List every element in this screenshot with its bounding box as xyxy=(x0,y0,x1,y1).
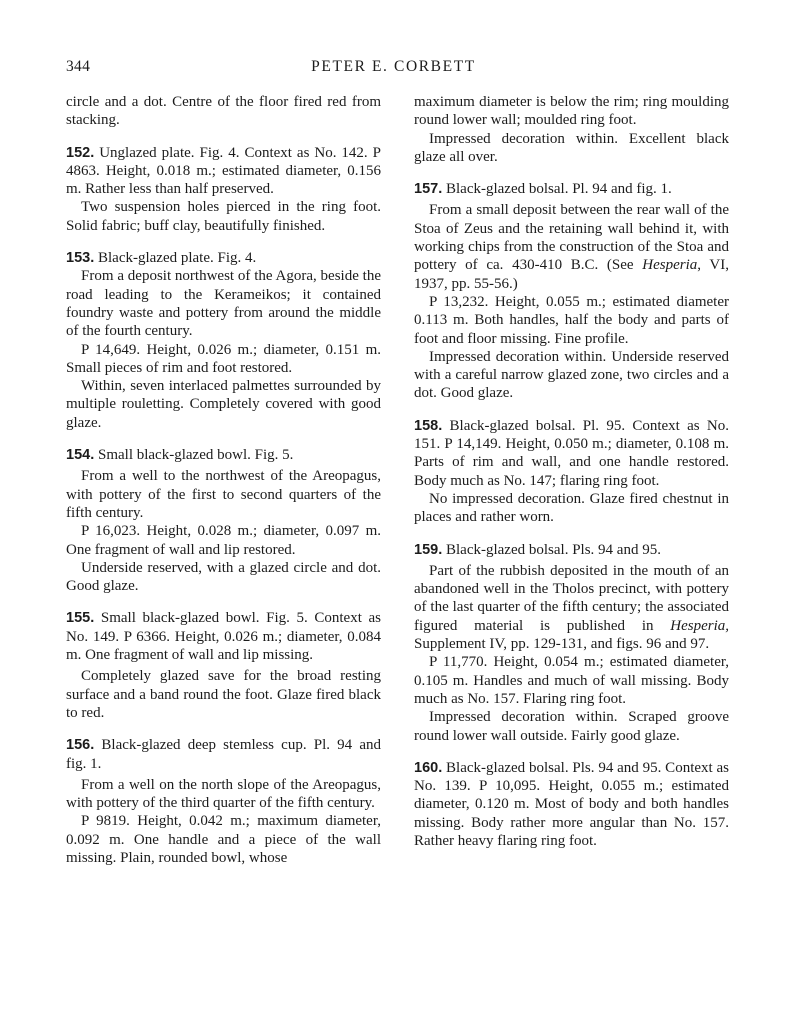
catalogue-entry-160 xyxy=(414,759,729,850)
entry-paragraph: From a well on the north slope of the Areopagus, with pottery of the third quarter of the fifth century. xyxy=(66,776,381,812)
catalogue-entry-158 xyxy=(414,417,729,527)
entry-paragraph: P 9819. Height, 0.042 m.; maximum diameter, 0.092 m. One handle and a piece of the wall missing. Plain, rounded bowl, whose xyxy=(66,813,381,866)
entry-head-text: Small black-glazed bowl. Fig. 5. xyxy=(94,447,294,464)
entry-number: 153. xyxy=(66,250,95,267)
entry-paragraph: Within, seven interlaced palmettes surrounded by multiple rouletting. Completely covered with good glaze. xyxy=(66,378,381,431)
entry-paragraph: From a deposit northwest of the Agora, beside the road leading to the Kerameikos; it contained foundry waste and pottery from around the middle of the fourth century. xyxy=(66,268,381,340)
entry-head-text: Black-glazed bolsal. Pl. 94 and fig. 1. xyxy=(442,181,672,198)
entry-head-text: Unglazed plate. Fig. 4. Context as No. 142. P 4863. Height, 0.018 m.; estimated diameter, 0.156 m. Rather less than half preserved. xyxy=(66,144,381,198)
entry-paragraph: P 16,023. Height, 0.028 m.; diameter, 0.097 m. One fragment of wall and lip restored. xyxy=(66,523,381,558)
entry-head-text: Small black-glazed bowl. Fig. 5. Context as No. 149. P 6366. Height, 0.026 m.; diameter, 0.084 m. One fragment of wall and lip missing. xyxy=(66,610,381,664)
catalogue-entry-156 xyxy=(66,736,381,867)
catalogue-entry-157 xyxy=(414,180,729,403)
entry-head-text: Black-glazed bolsal. Pls. 94 and 95. Context as No. 139. P 10,095. Height, 0.055 m.; estimated diameter, 0.120 m. Most of body and both handles missing. Body rather more angular than No. 157. Rather heavy flaring ring foot. xyxy=(414,759,729,849)
left-column xyxy=(66,93,381,867)
entry-heading xyxy=(414,759,729,850)
entry-number: 158. xyxy=(414,417,443,434)
entry-heading xyxy=(414,541,729,559)
entry-paragraph: Two suspension holes pierced in the ring foot. Solid fabric; buff clay, beautifully finished. xyxy=(66,199,381,234)
entry-paragraph: From a well to the northwest of the Areopagus, with pottery of the first to second quarters of the fifth century. xyxy=(66,468,381,521)
entry-head-text: Black-glazed plate. Fig. 4. xyxy=(94,250,257,267)
running-header xyxy=(0,58,787,80)
entry-heading xyxy=(66,144,381,199)
entry-number: 160. xyxy=(414,759,443,776)
page-number: 344 xyxy=(66,58,91,75)
catalogue-entry-152 xyxy=(66,144,381,235)
catalogue-entry-155 xyxy=(66,609,381,722)
entry-head-text: Black-glazed bolsal. Pl. 95. Context as No. 151. P 14,149. Height, 0.050 m.; diameter, 0.108 m. Parts of rim and wall, and one handle restored. Body much as No. 147; flaring ring foot. xyxy=(414,417,729,489)
continuation-text: maximum diameter is below the rim; ring moulding round lower wall; moulded ring foot. xyxy=(414,94,729,129)
entry-paragraph: Completely glazed save for the broad resting surface and a band round the foot. Glaze fired black to red. xyxy=(66,668,381,721)
entry-paragraph: Impressed decoration within. Scraped groove round lower wall outside. Fairly good glaze. xyxy=(414,709,729,744)
entry-number: 159. xyxy=(414,541,443,558)
entry-text: , VI, 1937, pp. 55-56.) xyxy=(414,257,729,292)
right-column xyxy=(414,93,729,850)
continuation-text: circle and a dot. Centre of the floor fired red from stacking. xyxy=(66,94,381,129)
entry-paragraph xyxy=(414,201,729,292)
entry-text: Supplement IV, pp. 129-131, and figs. 96 and 97. xyxy=(414,636,710,653)
entry-text: Part of the rubbish deposited in the mouth of an abandoned well in the Tholos precinct, with pottery of the last quarter of the fifth century; the associated figured material is published in xyxy=(414,562,729,634)
entry-paragraph: P 11,770. Height, 0.054 m.; estimated diameter, 0.105 m. Handles and much of wall missing. Body much as No. 157. Flaring ring foot. xyxy=(414,654,729,707)
entry-head-text: Black-glazed deep stemless cup. Pl. 94 and fig. 1. xyxy=(66,737,381,772)
entry-text: From a small deposit between the rear wall of the Stoa of Zeus and the retaining wall behind it, with working chips from the construction of the Stoa and pottery of ca. 430-410 B.C. (See xyxy=(414,202,729,274)
entry-paragraph: Underside reserved, with a glazed circle and dot. Good glaze. xyxy=(66,559,381,595)
entry-number: 154. xyxy=(66,447,95,464)
entry-number: 152. xyxy=(66,144,95,161)
entry-number: 157. xyxy=(414,181,443,198)
journal-title: Hesperia xyxy=(642,257,698,274)
entry-paragraph: Impressed decoration within. Underside reserved with a careful narrow glazed zone, two circles and a dot. Good glaze. xyxy=(414,348,729,402)
catalogue-entry-159 xyxy=(414,541,729,745)
entry-heading xyxy=(414,180,729,198)
entry-paragraph: P 14,649. Height, 0.026 m.; diameter, 0.151 m. Small pieces of rim and foot restored. xyxy=(66,341,381,376)
catalogue-entry-153 xyxy=(66,249,381,432)
entry-heading xyxy=(414,417,729,490)
author-heading: PETER E. CORBETT xyxy=(311,58,476,75)
entry-heading xyxy=(66,249,381,267)
entry-number: 155. xyxy=(66,610,95,627)
entry-paragraph: No impressed decoration. Glaze fired chestnut in places and rather worn. xyxy=(414,490,729,526)
entry-paragraph: P 13,232. Height, 0.055 m.; estimated diameter 0.113 m. Both handles, half the body and parts of foot and floor missing. Fine profile. xyxy=(414,293,729,347)
entry-heading xyxy=(66,609,381,664)
entry-paragraph xyxy=(414,562,729,653)
journal-title: Hesperia, xyxy=(670,617,729,634)
entry-head-text: Black-glazed bolsal. Pls. 94 and 95. xyxy=(442,541,661,558)
entry-number: 156. xyxy=(66,737,95,754)
continuation-text-2: Impressed decoration within. Excellent black glaze all over. xyxy=(414,130,729,165)
entry-heading xyxy=(66,446,381,464)
entry-heading xyxy=(66,736,381,773)
catalogue-entry-154 xyxy=(66,446,381,595)
